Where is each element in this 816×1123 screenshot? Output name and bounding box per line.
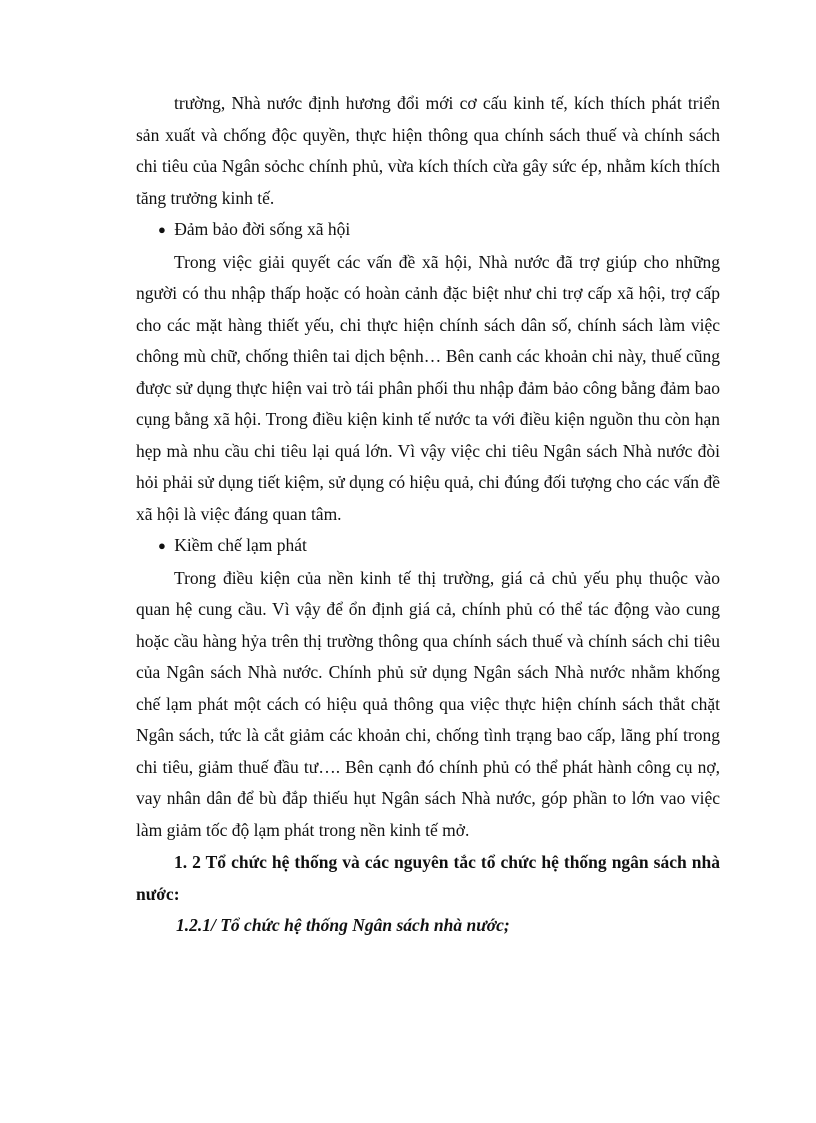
bullet-inflation-control — [136, 530, 720, 563]
section-heading: 1. 2 Tổ chức hệ thống và các nguyên tắc tổ chức hệ thống ngân sách nhà nước: — [136, 852, 720, 904]
bullet-inflation-control-label: Kiềm chế lạm phát — [174, 535, 307, 555]
bullet-social-welfare — [136, 214, 720, 247]
document-page — [136, 88, 720, 942]
subsection-heading: 1.2.1/ Tổ chức hệ thống Ngân sách nhà nước; — [176, 915, 510, 935]
bullet-social-welfare-label: Đảm bảo đời sống xã hội — [174, 219, 351, 239]
bullet-icon: ● — [158, 538, 166, 553]
paragraph-economic-growth: trường, Nhà nước định hương đổi mới cơ cấu kinh tế, kích thích phát triển sản xuất và chống độc quyền, thực hiện thông qua chính sách thuế và chính sách chi tiêu của Ngân sỏchc chính phủ, vừa kích thích cừa gây sức ép, nhằm kích thích tăng trưởng kinh tế. — [136, 93, 720, 208]
paragraph-inflation: Trong điều kiện của nền kinh tế thị trường, giá cả chủ yếu phụ thuộc vào quan hệ cung cầu. Vì vậy để ổn định giá cả, chính phủ có thể tác động vào cung hoặc cầu hàng hỷa trên thị trường thông qua chính sách thuế và chính sách chi tiêu của Ngân sách Nhà nước. Chính phủ sử dụng Ngân sách Nhà nước nhằm khống chế lạm phát một cách có hiệu quả thông qua việc thực hiện chính sách thắt chặt Ngân sách, tức là cắt giảm các khoản chi, chống tình trạng bao cấp, lãng phí trong chi tiêu, giảm thuế đầu tư…. Bên cạnh đó chính phủ có thể phát hành công cụ nợ, vay nhân dân để bù đắp thiếu hụt Ngân sách Nhà nước, góp phần to lớn vao việc làm giảm tốc độ lạm phát trong nền kinh tế mở. — [136, 567, 720, 840]
paragraph-social-issues: Trong việc giải quyết các vấn đề xã hội, Nhà nước đã trợ giúp cho những người có thu nhập thấp hoặc có hoàn cảnh đặc biệt như chi trợ cấp xã hội, trợ cấp cho các mặt hàng thiết yếu, chi thực hiện chính sách dân số, chính sách làm việc chông mù chữ, chống thiên tai dịch bệnh… Bên canh các khoản chi này, thuế cũng được sử dụng thực hiện vai trò tái phân phối thu nhập đảm bảo công bằng đảm bao cụng bằng xã hội. Trong điều kiện kinh tế nước ta với điều kiện nguồn thu còn hạn hẹp mà nhu cầu chi tiêu lại quá lớn. Vì vậy việc chi tiêu Ngân sách Nhà nước đòi hỏi phải sử dụng tiết kiệm, sử dụng có hiệu quả, chi đúng đối tượng cho các vấn đề xã hội là việc đáng quan tâm. — [136, 251, 720, 524]
bullet-icon: ● — [158, 222, 166, 237]
